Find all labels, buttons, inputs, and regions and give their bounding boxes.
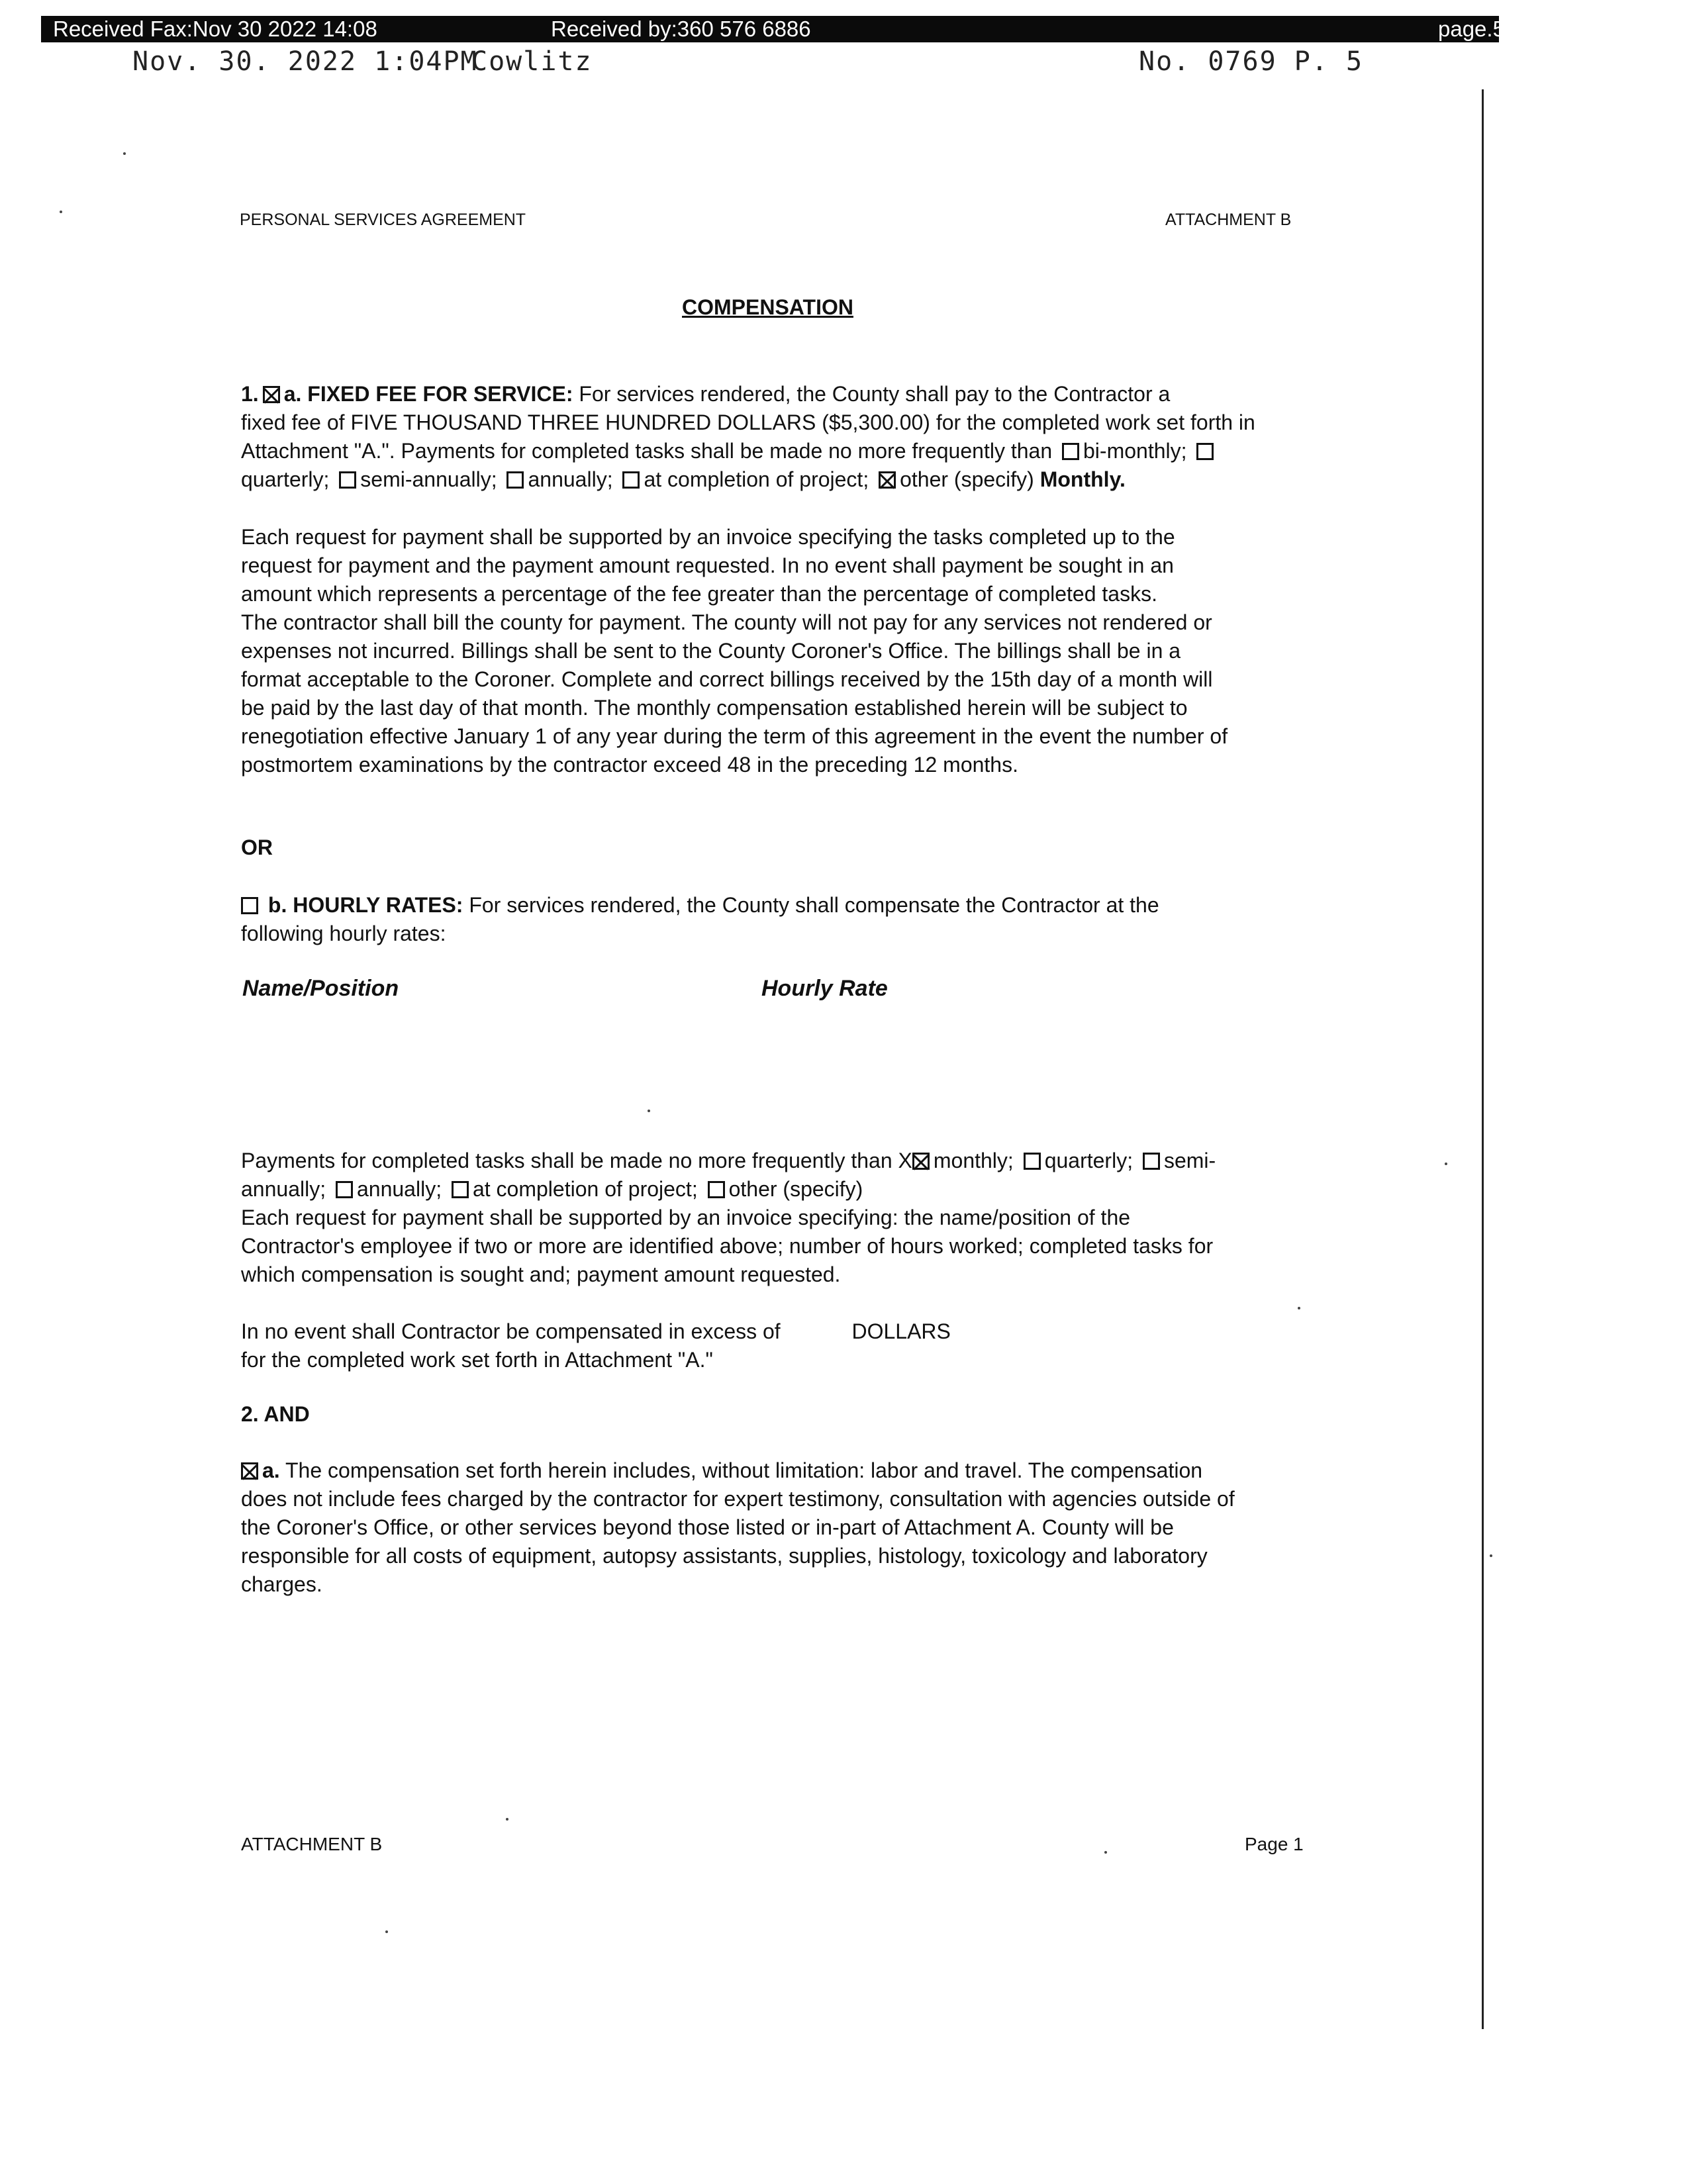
paragraph-line: which compensation is sought and; payment amount requested. (241, 1262, 841, 1286)
option-letter: b. (267, 893, 287, 917)
footer-page-number: Page 1 (1245, 1834, 1304, 1854)
excess-text-line2: for the completed work set forth in Attachment "A." (241, 1348, 713, 1372)
checkbox-hourly-completion[interactable] (452, 1181, 469, 1198)
paragraph-line: The compensation set forth herein includes, without limitation: labor and travel. The compensation (285, 1458, 1203, 1482)
paragraph-line: the Coroner's Office, or other services beyond those listed or in-part of Attachment A. County will be (241, 1515, 1174, 1539)
document-header-left: PERSONAL SERVICES AGREEMENT (240, 211, 526, 229)
compensation-cap (241, 1317, 1307, 1374)
fax-received-by: Received by:360 576 6886 (551, 17, 811, 41)
paragraph-line: Each request for payment shall be supported by an invoice specifying: the name/position of the (241, 1206, 1131, 1229)
scan-speck (1490, 1554, 1492, 1557)
label-quarterly: quarterly; (241, 467, 330, 491)
fax-page-number: page.5 (1438, 17, 1505, 41)
paragraph-line: amount which represents a percentage of the fee greater than the percentage of completed tasks. (241, 582, 1157, 606)
label-annually: annually; (528, 467, 613, 491)
checkbox-quarterly[interactable] (1196, 443, 1214, 460)
option-letter: a. (283, 382, 302, 406)
paragraph-line: charges. (241, 1572, 322, 1596)
option-letter: a. (262, 1458, 280, 1482)
payment-frequency-text: Attachment "A.". Payments for completed tasks shall be made no more frequently than (241, 439, 1053, 463)
checkbox-completion[interactable] (622, 471, 640, 489)
checkbox-hourly-semiannually[interactable] (1143, 1153, 1160, 1170)
checkbox-monthly[interactable] (912, 1153, 930, 1170)
scan-speck (123, 152, 126, 155)
label-bimonthly: bi-monthly; (1083, 439, 1187, 463)
fixed-fee-heading: FIXED FEE FOR SERVICE: (307, 382, 573, 406)
other-value: Monthly. (1039, 467, 1126, 491)
excess-text: In no event shall Contractor be compensated in excess of (241, 1319, 781, 1343)
hourly-payment-frequency (241, 1147, 1307, 1289)
paragraph-line: Contractor's employee if two or more are identified above; number of hours worked; completed tasks for (241, 1234, 1214, 1258)
paragraph-line: Each request for payment shall be supported by an invoice specifying the tasks completed up to the (241, 525, 1175, 549)
scan-speck (60, 211, 62, 213)
paragraph-line: The contractor shall bill the county for payment. The county will not pay for any services not rendered or (241, 610, 1212, 634)
checkbox-annually[interactable] (506, 471, 524, 489)
checkbox-hourly-quarterly[interactable] (1024, 1153, 1041, 1170)
scan-speck (1104, 1851, 1107, 1854)
label-monthly: monthly; (933, 1149, 1014, 1172)
or-separator: OR (241, 835, 273, 859)
label-hourly-semi-cont: annually; (241, 1177, 326, 1201)
section-hourly-rates (241, 891, 1307, 948)
page-title: COMPENSATION (682, 295, 853, 319)
footer-attachment: ATTACHMENT B (241, 1834, 383, 1854)
checkbox-bimonthly[interactable] (1062, 443, 1079, 460)
section-number: 1. (241, 382, 259, 406)
label-semiannually: semi-annually; (360, 467, 497, 491)
label-hourly-semi: semi- (1163, 1149, 1216, 1172)
label-other: other (specify) (900, 467, 1034, 491)
paragraph-line: expenses not incurred. Billings shall be sent to the County Coroner's Office. The billings shall be in a (241, 639, 1181, 663)
paragraph-line: request for payment and the payment amount requested. In no event shall payment be sought in an (241, 553, 1174, 577)
paragraph-line: responsible for all costs of equipment, autopsy assistants, supplies, histology, toxicology and laboratory (241, 1544, 1208, 1568)
column-name-position: Name/Position (242, 976, 399, 1001)
label-hourly-quarterly: quarterly; (1044, 1149, 1133, 1172)
section-2-heading: 2. AND (241, 1402, 310, 1426)
section-1-fixed-fee (241, 380, 1307, 494)
checkbox-other[interactable] (879, 471, 896, 489)
paragraph-line: does not include fees charged by the contractor for expert testimony, consultation with agencies outside of (241, 1487, 1235, 1511)
checkbox-hourly-rates[interactable] (241, 897, 258, 914)
page-edge-rule (1482, 89, 1484, 2029)
excess-dollars-label: DOLLARS (851, 1319, 951, 1343)
paragraph-line: format acceptable to the Coroner. Complete and correct billings received by the 15th day of a month will (241, 667, 1213, 691)
label-completion: at completion of project; (644, 467, 869, 491)
scan-speck (1298, 1307, 1300, 1309)
label-hourly-completion: at completion of project; (472, 1177, 698, 1201)
scan-speck (506, 1818, 508, 1821)
checkbox-hourly-other[interactable] (708, 1181, 725, 1198)
hourly-rates-text: For services rendered, the County shall compensate the Contractor at the (469, 893, 1159, 917)
fax-number-page: No. 0769 P. 5 (1139, 46, 1364, 77)
section-2-compensation (241, 1456, 1307, 1599)
scan-speck (648, 1110, 650, 1112)
checkbox-section-2a[interactable] (241, 1462, 258, 1480)
fixed-fee-amount-line: fixed fee of FIVE THOUSAND THREE HUNDRED DOLLARS ($5,300.00) for the completed work set forth in (241, 410, 1255, 434)
paragraph-line: be paid by the last day of that month. The monthly compensation established herein will be subject to (241, 696, 1188, 720)
fax-sender: Cowlitz (471, 46, 593, 77)
checkbox-fixed-fee[interactable] (263, 386, 280, 403)
fax-received-time: Received Fax:Nov 30 2022 14:08 (53, 17, 377, 41)
checkbox-hourly-annually[interactable] (336, 1181, 353, 1198)
paragraph-line: renegotiation effective January 1 of any year during the term of this agreement in the event the number of (241, 724, 1228, 748)
hourly-rates-line2: following hourly rates: (241, 922, 446, 945)
label-hourly-annually: annually; (356, 1177, 442, 1201)
column-hourly-rate: Hourly Rate (761, 976, 888, 1001)
hourly-rates-heading: HOURLY RATES: (293, 893, 463, 917)
scan-speck (385, 1930, 388, 1933)
fax-header-bar (41, 16, 1505, 42)
fixed-fee-text: For services rendered, the County shall pay to the Contractor a (579, 382, 1171, 406)
hourly-payment-text: Payments for completed tasks shall be made no more frequently than X (241, 1149, 912, 1172)
paragraph-line: postmortem examinations by the contractor exceed 48 in the preceding 12 months. (241, 753, 1018, 777)
label-hourly-other: other (specify) (728, 1177, 863, 1201)
scan-speck (1445, 1163, 1447, 1165)
document-header-right: ATTACHMENT B (1165, 211, 1292, 229)
fax-date-time: Nov. 30. 2022 1:04PM (132, 46, 478, 77)
payment-request-paragraph (241, 523, 1307, 779)
checkbox-semiannually[interactable] (339, 471, 356, 489)
